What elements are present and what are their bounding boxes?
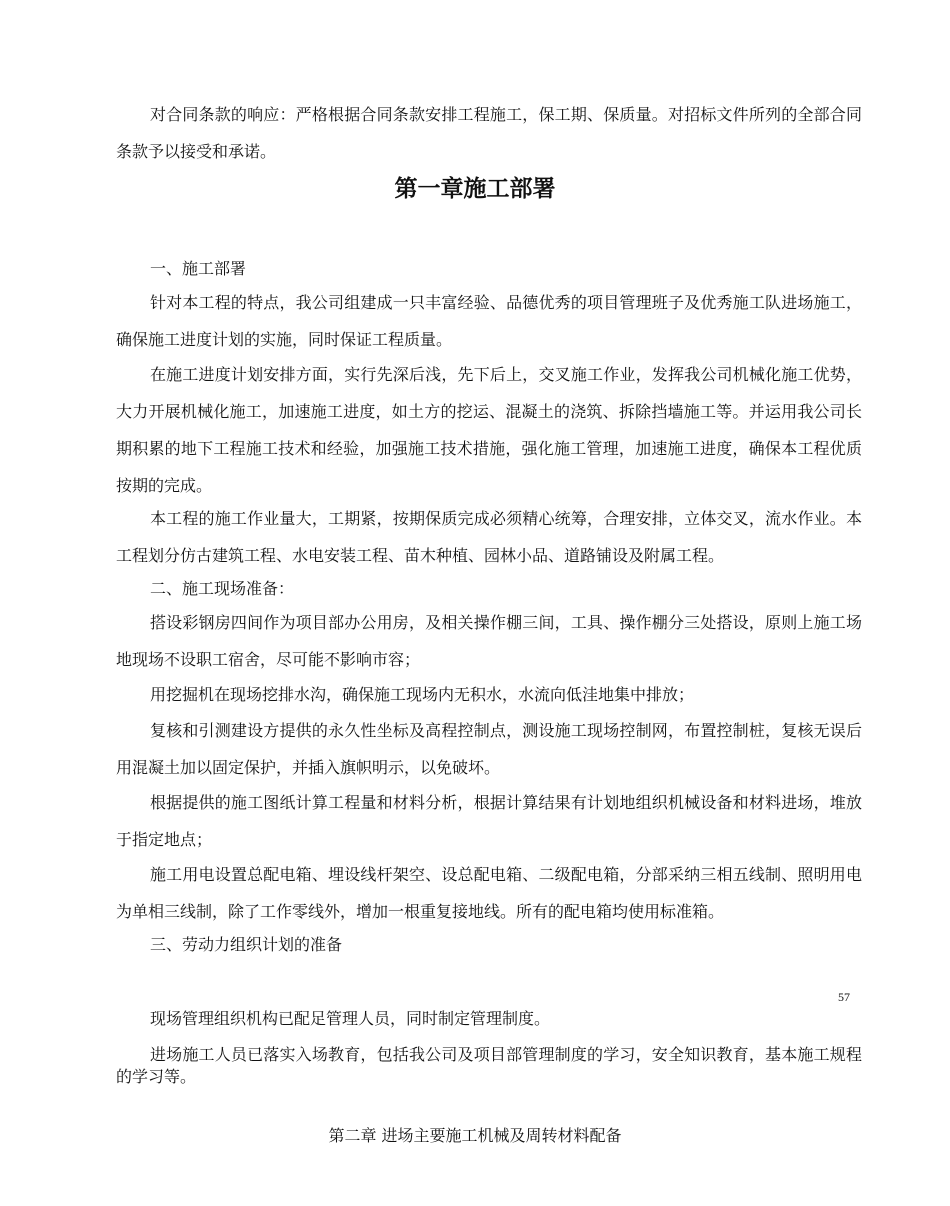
section-2-paragraph: 根据提供的施工图纸计算工程量和材料分析，根据计算结果有计划地组织机械设备和材料进场，堆放于指定地点； — [116, 793, 862, 849]
section-1-paragraph: 本工程的施工作业量大，工期紧，按期保质完成必须精心统筹，合理安排，立体交叉，流水作业。本工程划分仿古建筑工程、水电安装工程、苗木种植、园林小品、道路铺设及附属工程。 — [116, 509, 862, 565]
section-2-paragraph: 复核和引测建设方提供的永久性坐标及高程控制点，测设施工现场控制网，布置控制桩，复核无误后用混凝土加以固定保护，并插入旗帜明示，以免破坏。 — [116, 721, 862, 777]
section-3-paragraph: 现场管理组织机构已配足管理人员，同时制定管理制度。 — [150, 1009, 551, 1028]
section-1-heading: 一、施工部署 — [150, 259, 247, 278]
chapter-1-title: 第一章施工部署 — [394, 175, 556, 202]
chapter-2-title: 第二章 进场主要施工机械及周转材料配备 — [328, 1126, 622, 1145]
section-3-heading: 三、劳动力组织计划的准备 — [150, 935, 343, 954]
section-3-paragraph: 进场施工人员已落实入场教育，包括我公司及项目部管理制度的学习，安全知识教育，基本施工规程的学习等。 — [116, 1045, 862, 1086]
page-number: 57 — [838, 990, 850, 1004]
section-2-heading: 二、施工现场准备： — [150, 579, 295, 598]
section-2-paragraph: 搭设彩钢房四间作为项目部办公用房，及相关操作棚三间，工具、操作棚分三处搭设，原则上施工场地现场不设职工宿舍，尽可能不影响市容； — [116, 613, 862, 669]
section-2-paragraph: 施工用电设置总配电箱、埋设线杆架空、设总配电箱、二级配电箱，分部采纳三相五线制、照明用电为单相三线制，除了工作零线外，增加一根重复接地线。所有的配电箱均使用标准箱。 — [116, 865, 862, 921]
section-1-paragraph: 在施工进度计划安排方面，实行先深后浅，先下后上，交叉施工作业，发挥我公司机械化施工优势，大力开展机械化施工，加速施工进度，如土方的挖运、混凝土的浇筑、拆除挡墙施工等。并运用我公司长期积累的地下工程施工技术和经验，加强施工技术措施，强化施工管理，加速施工进度，确保本工程优质按期的完成。 — [116, 365, 862, 495]
section-2-paragraph: 用挖掘机在现场挖排水沟，确保施工现场内无积水，水流向低洼地集中排放； — [150, 685, 695, 704]
section-1-paragraph: 针对本工程的特点，我公司组建成一只丰富经验、品德优秀的项目管理班子及优秀施工队进场施工，确保施工进度计划的实施，同时保证工程质量。 — [116, 293, 862, 349]
contract-response-paragraph: 对合同条款的响应：严格根据合同条款安排工程施工，保工期、保质量。对招标文件所列的全部合同条款予以接受和承诺。 — [116, 105, 862, 161]
